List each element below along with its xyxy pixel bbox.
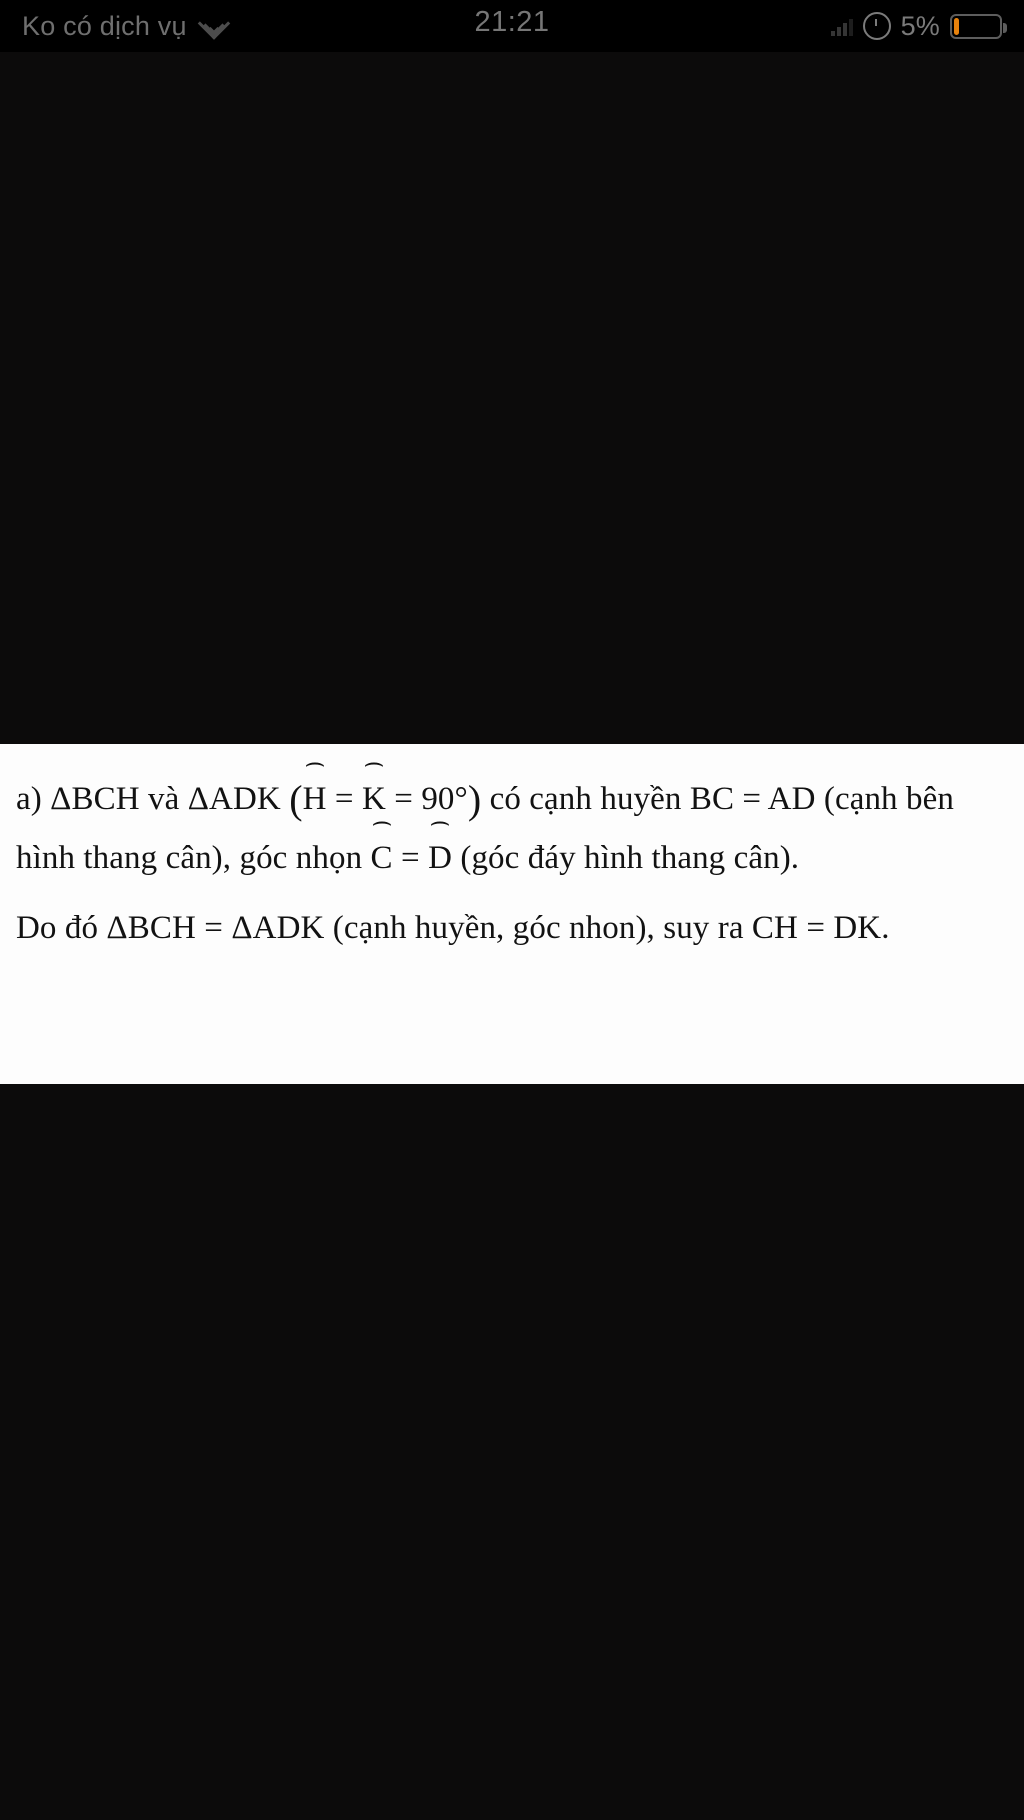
- battery-percent-label: 5%: [900, 10, 940, 41]
- angle-k: K ⌢: [362, 770, 386, 829]
- equals-3: =: [392, 839, 429, 876]
- paragraph-a-part1: a) ΔBCH và ΔADK: [16, 781, 290, 817]
- alarm-clock-icon: [863, 12, 891, 40]
- angle-h: H ⌢: [303, 770, 327, 829]
- carrier-label: Ko có dịch vụ: [22, 10, 187, 41]
- status-bar: [0, 0, 1024, 52]
- paragraph-a-part3: (góc đáy hình thang cân).: [452, 839, 800, 876]
- paragraph-a-part2: có cạnh huyền BC = AD (cạnh bên hình thang cân), góc nhọn: [16, 781, 954, 876]
- document-content-sheet: [0, 744, 1024, 1084]
- status-bar-clock: 21:21: [474, 6, 550, 38]
- close-paren: ): [467, 777, 482, 822]
- angle-d: D ⌢: [428, 829, 452, 888]
- solution-paragraph-conclusion: Do đó ΔBCH = ΔADK (cạnh huyền, góc nhon), suy ra CH = DK.: [16, 910, 890, 947]
- status-bar-right: [831, 11, 1002, 42]
- angle-c: C ⌢: [371, 829, 393, 888]
- solution-paragraph-a: [16, 770, 1008, 887]
- equals-1: =: [326, 781, 362, 817]
- signal-bars-icon: [831, 16, 853, 36]
- dark-region-top: [0, 52, 1024, 744]
- battery-icon: [950, 14, 1002, 39]
- open-paren: (: [289, 777, 303, 822]
- dark-region-bottom: [0, 1084, 1024, 1820]
- equals-90: = 90°: [385, 781, 468, 817]
